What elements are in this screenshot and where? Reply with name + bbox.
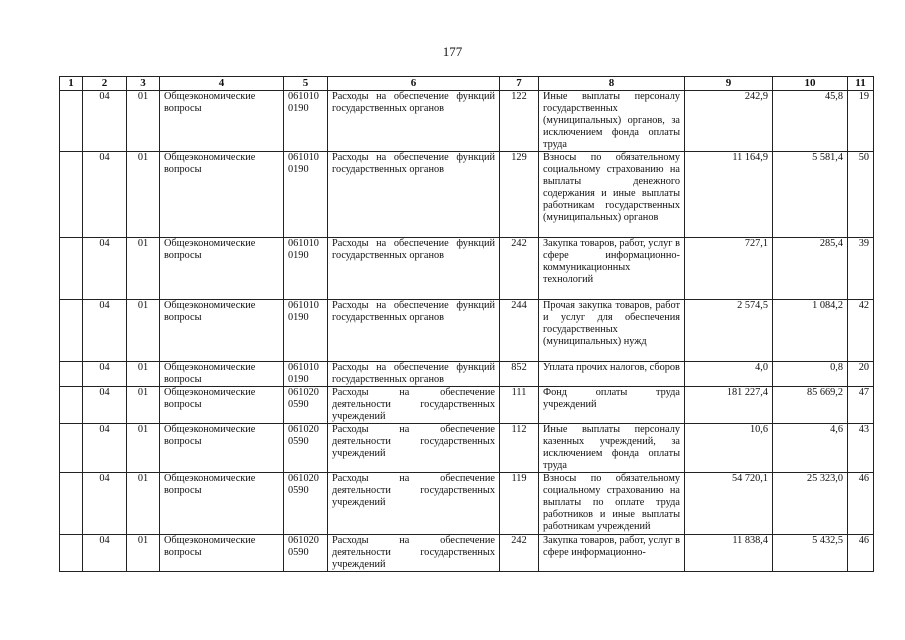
cell-amount-plan: 11 164,9 [685,152,773,238]
cell-subsection-code: 01 [127,473,160,535]
cell-subsection-name: Общеэкономические вопросы [160,424,284,473]
cell-subsection-code: 01 [127,362,160,387]
col-header-8: 8 [539,77,685,91]
cell-section-code: 04 [83,424,127,473]
col-header-6: 6 [328,77,500,91]
cell-section-code: 04 [83,152,127,238]
cell-col-1 [60,300,83,362]
cell-col-1 [60,473,83,535]
cell-subsection-code: 01 [127,535,160,572]
cell-target-article-name: Расходы на обеспечение деятельности государственных учреждений [328,424,500,473]
cell-percent: 50 [848,152,874,238]
cell-target-article: 061010 0190 [284,152,328,238]
cell-percent: 46 [848,473,874,535]
cell-col-1 [60,362,83,387]
cell-expense-type: 242 [500,238,539,300]
cell-target-article: 061020 0590 [284,387,328,424]
cell-expense-type-name: Закупка товаров, работ, услуг в сфере информационно-коммуникационных технологий [539,238,685,300]
table-row [60,362,874,387]
cell-percent: 46 [848,535,874,572]
cell-amount-actual: 85 669,2 [773,387,848,424]
col-header-11: 11 [848,77,874,91]
cell-expense-type-name: Взносы по обязательному социальному страхованию на выплаты по оплате труда работников и иные выплаты работникам учреждений [539,473,685,535]
cell-target-article-name: Расходы на обеспечение функций государственных органов [328,300,500,362]
cell-subsection-name: Общеэкономические вопросы [160,362,284,387]
cell-target-article: 061010 0190 [284,362,328,387]
cell-expense-type: 852 [500,362,539,387]
table-row [60,387,874,424]
col-header-1: 1 [60,77,83,91]
cell-target-article: 061020 0590 [284,424,328,473]
cell-subsection-name: Общеэкономические вопросы [160,473,284,535]
cell-subsection-name: Общеэкономические вопросы [160,387,284,424]
table-row [60,473,874,535]
cell-subsection-name: Общеэкономические вопросы [160,152,284,238]
cell-expense-type: 244 [500,300,539,362]
cell-amount-plan: 10,6 [685,424,773,473]
cell-subsection-code: 01 [127,387,160,424]
cell-subsection-name: Общеэкономические вопросы [160,535,284,572]
cell-amount-plan: 11 838,4 [685,535,773,572]
table-row [60,535,874,572]
cell-target-article-name: Расходы на обеспечение функций государственных органов [328,91,500,152]
page-number: 177 [442,44,463,59]
col-header-9: 9 [685,77,773,91]
cell-target-article-name: Расходы на обеспечение функций государственных органов [328,362,500,387]
col-header-7: 7 [500,77,539,91]
cell-expense-type-name: Взносы по обязательному социальному страхованию на выплаты денежного содержания и иные выплаты работникам государственных (муниципальных) органов [539,152,685,238]
cell-percent: 42 [848,300,874,362]
cell-amount-plan: 54 720,1 [685,473,773,535]
cell-amount-actual: 285,4 [773,238,848,300]
cell-target-article-name: Расходы на обеспечение деятельности государственных учреждений [328,535,500,572]
cell-section-code: 04 [83,91,127,152]
cell-target-article: 061020 0590 [284,473,328,535]
cell-expense-type-name: Фонд оплаты труда учреждений [539,387,685,424]
col-header-2: 2 [83,77,127,91]
cell-expense-type-name: Закупка товаров, работ, услуг в сфере информационно- [539,535,685,572]
cell-target-article-name: Расходы на обеспечение деятельности государственных учреждений [328,387,500,424]
cell-amount-actual: 5 581,4 [773,152,848,238]
table-body [60,91,874,572]
cell-expense-type: 112 [500,424,539,473]
cell-expense-type: 119 [500,473,539,535]
cell-subsection-code: 01 [127,91,160,152]
budget-table [59,76,874,572]
cell-amount-actual: 1 084,2 [773,300,848,362]
cell-target-article: 061010 0190 [284,91,328,152]
cell-expense-type-name: Уплата прочих налогов, сборов [539,362,685,387]
table-row [60,238,874,300]
cell-target-article: 061020 0590 [284,535,328,572]
cell-col-1 [60,91,83,152]
cell-section-code: 04 [83,473,127,535]
cell-amount-actual: 4,6 [773,424,848,473]
cell-subsection-name: Общеэкономические вопросы [160,238,284,300]
cell-amount-plan: 4,0 [685,362,773,387]
cell-percent: 20 [848,362,874,387]
cell-subsection-code: 01 [127,424,160,473]
table-row [60,91,874,152]
cell-target-article: 061010 0190 [284,300,328,362]
header-row [60,77,874,91]
col-header-3: 3 [127,77,160,91]
cell-col-1 [60,238,83,300]
cell-col-1 [60,535,83,572]
cell-col-1 [60,152,83,238]
cell-expense-type: 111 [500,387,539,424]
table-row [60,300,874,362]
cell-subsection-code: 01 [127,152,160,238]
cell-subsection-name: Общеэкономические вопросы [160,91,284,152]
cell-section-code: 04 [83,387,127,424]
cell-amount-plan: 242,9 [685,91,773,152]
cell-percent: 47 [848,387,874,424]
cell-expense-type: 122 [500,91,539,152]
cell-target-article-name: Расходы на обеспечение функций государственных органов [328,238,500,300]
cell-expense-type-name: Прочая закупка товаров, работ и услуг для обеспечения государственных (муниципальных) нужд [539,300,685,362]
cell-section-code: 04 [83,238,127,300]
cell-percent: 19 [848,91,874,152]
cell-amount-actual: 45,8 [773,91,848,152]
cell-section-code: 04 [83,362,127,387]
cell-amount-plan: 181 227,4 [685,387,773,424]
cell-col-1 [60,387,83,424]
cell-target-article-name: Расходы на обеспечение деятельности государственных учреждений [328,473,500,535]
col-header-4: 4 [160,77,284,91]
cell-subsection-name: Общеэкономические вопросы [160,300,284,362]
cell-amount-actual: 5 432,5 [773,535,848,572]
cell-section-code: 04 [83,300,127,362]
col-header-10: 10 [773,77,848,91]
cell-subsection-code: 01 [127,300,160,362]
col-header-5: 5 [284,77,328,91]
cell-amount-actual: 0,8 [773,362,848,387]
cell-percent: 43 [848,424,874,473]
cell-expense-type: 129 [500,152,539,238]
cell-target-article-name: Расходы на обеспечение функций государственных органов [328,152,500,238]
cell-col-1 [60,424,83,473]
cell-amount-actual: 25 323,0 [773,473,848,535]
table-row [60,152,874,238]
cell-subsection-code: 01 [127,238,160,300]
cell-amount-plan: 727,1 [685,238,773,300]
cell-percent: 39 [848,238,874,300]
cell-section-code: 04 [83,535,127,572]
table-row [60,424,874,473]
cell-expense-type: 242 [500,535,539,572]
cell-expense-type-name: Иные выплаты персоналу государственных (муниципальных) органов, за исключением фонда оплаты труда [539,91,685,152]
cell-target-article: 061010 0190 [284,238,328,300]
cell-amount-plan: 2 574,5 [685,300,773,362]
cell-expense-type-name: Иные выплаты персоналу казенных учреждений, за исключением фонда оплаты труда [539,424,685,473]
